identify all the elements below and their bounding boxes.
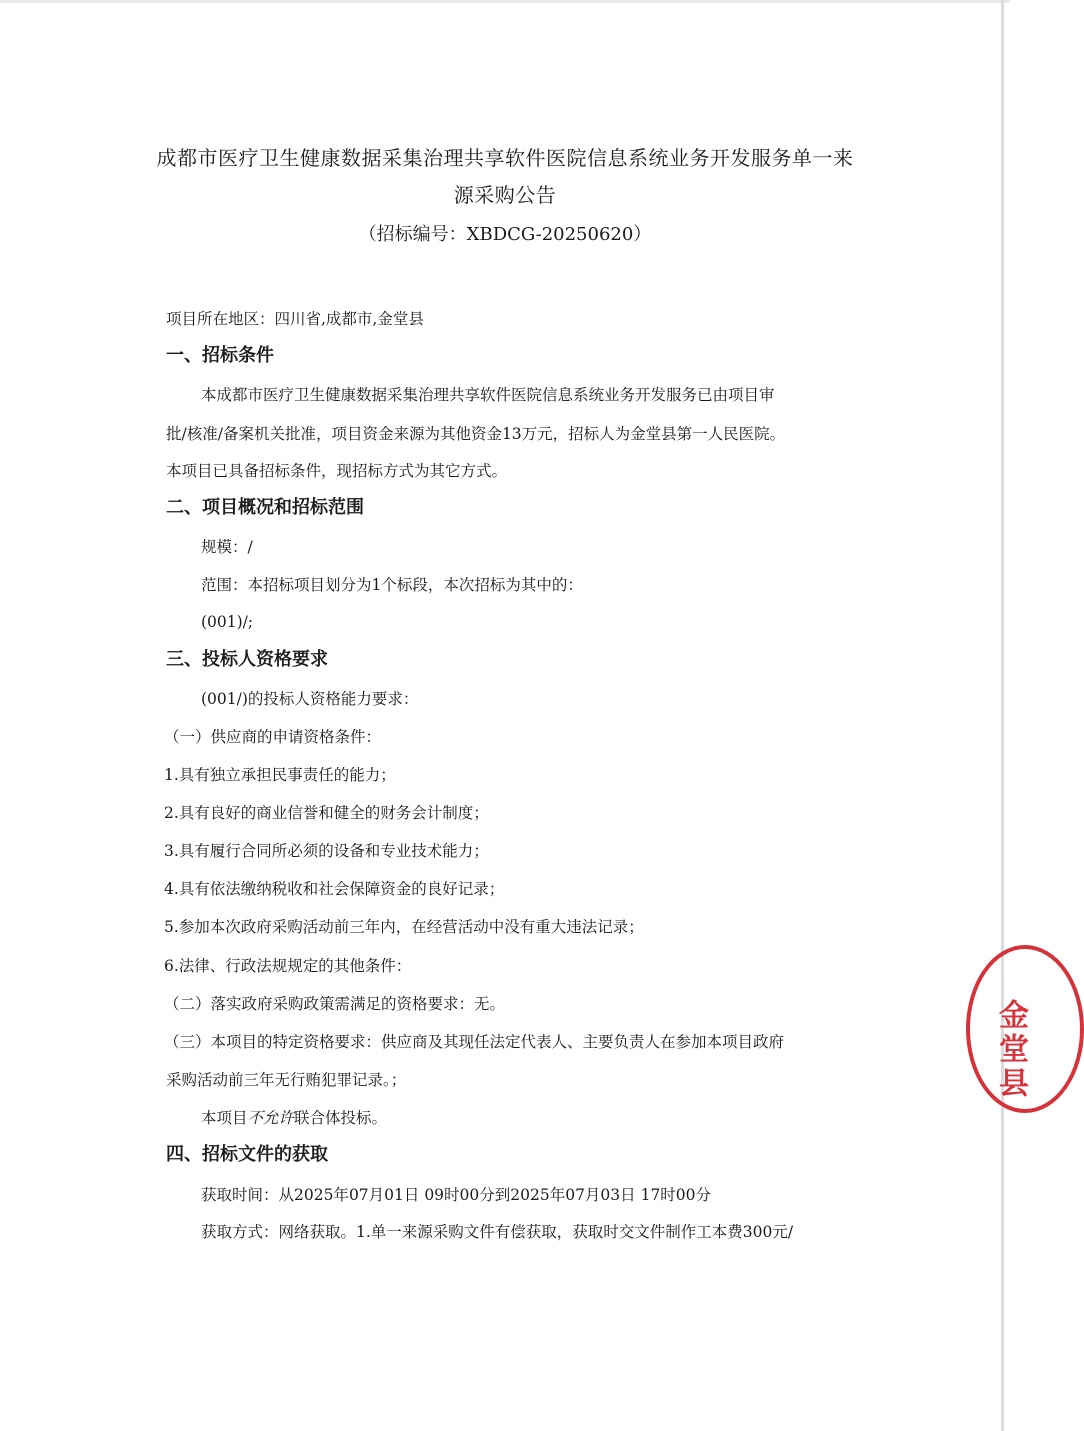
qualification-item: 1.具有独立承担民事责任的能力；	[164, 766, 396, 784]
document-title: 成都市医疗卫生健康数据采集治理共享软件医院信息系统业务开发服务单一来源采购公告	[156, 146, 854, 207]
qualification-sub-1: （一）供应商的申请资格条件：	[164, 728, 382, 746]
scan-edge-top	[0, 0, 1010, 3]
acquisition-method: 获取方式：网络获取。1.单一来源采购文件有偿获取，获取时交文件制作工本费300元/	[201, 1223, 794, 1241]
document-header	[0, 140, 1010, 252]
section-2-heading: 二、项目概况和招标范围	[166, 497, 364, 518]
qualification-item: 6.法律、行政法规规定的其他条件：	[164, 957, 412, 975]
scope-text: 范围：本招标项目划分为1个标段，本次招标为其中的：	[201, 576, 583, 594]
qualification-sub-3-line: （三）本项目的特定资格要求：供应商及其现任法定代表人、主要负责人在参加本项目政府	[164, 1033, 785, 1051]
qualification-item: 2.具有良好的商业信誉和健全的财务会计制度；	[164, 804, 489, 822]
section-1-heading: 一、招标条件	[166, 345, 274, 366]
seal-text: 金堂县	[993, 999, 1028, 1101]
qualification-item: 5.参加本次政府采购活动前三年内，在经营活动中没有重大违法记录；	[164, 918, 644, 936]
joint-bid-note	[201, 1108, 387, 1128]
bid-number: （招标编号：XBDCG-20250620）	[358, 224, 652, 245]
lot-text: (001)/;	[201, 613, 254, 631]
acquisition-time: 获取时间：从2025年07月01日 09时00分到2025年07月03日 17时00分	[201, 1186, 712, 1204]
section-1-paragraph-line: 批/核准/备案机关批准，项目资金来源为其他资金13万元，招标人为金堂县第一人民医院。	[166, 425, 786, 443]
section-4-heading: 四、招标文件的获取	[166, 1144, 328, 1165]
joint-bid-status: 不允许	[247, 1109, 295, 1127]
joint-bid-suffix: 联合体投标。	[294, 1109, 388, 1127]
section-3-heading: 三、投标人资格要求	[166, 649, 328, 670]
section-1-paragraph-line: 本项目已具备招标条件，现招标方式为其它方式。	[166, 462, 508, 480]
section-1-paragraph-line: 本成都市医疗卫生健康数据采集治理共享软件医院信息系统业务开发服务已由项目审	[201, 386, 775, 404]
joint-bid-prefix: 本项目	[201, 1109, 248, 1127]
qualification-item: 4.具有依法缴纳税收和社会保障资金的良好记录；	[164, 880, 505, 898]
qualification-intro: (001/)的投标人资格能力要求：	[201, 690, 419, 708]
qualification-sub-2: （二）落实政府采购政策需满足的资格要求：无。	[164, 995, 506, 1013]
official-seal	[966, 945, 1084, 1113]
project-region: 项目所在地区：四川省,成都市,金堂县	[166, 310, 424, 328]
qualification-sub-3-line: 采购活动前三年无行贿犯罪记录。；	[166, 1071, 407, 1089]
qualification-item: 3.具有履行合同所必须的设备和专业技术能力；	[164, 842, 489, 860]
scale-text: 规模：/	[201, 538, 253, 556]
